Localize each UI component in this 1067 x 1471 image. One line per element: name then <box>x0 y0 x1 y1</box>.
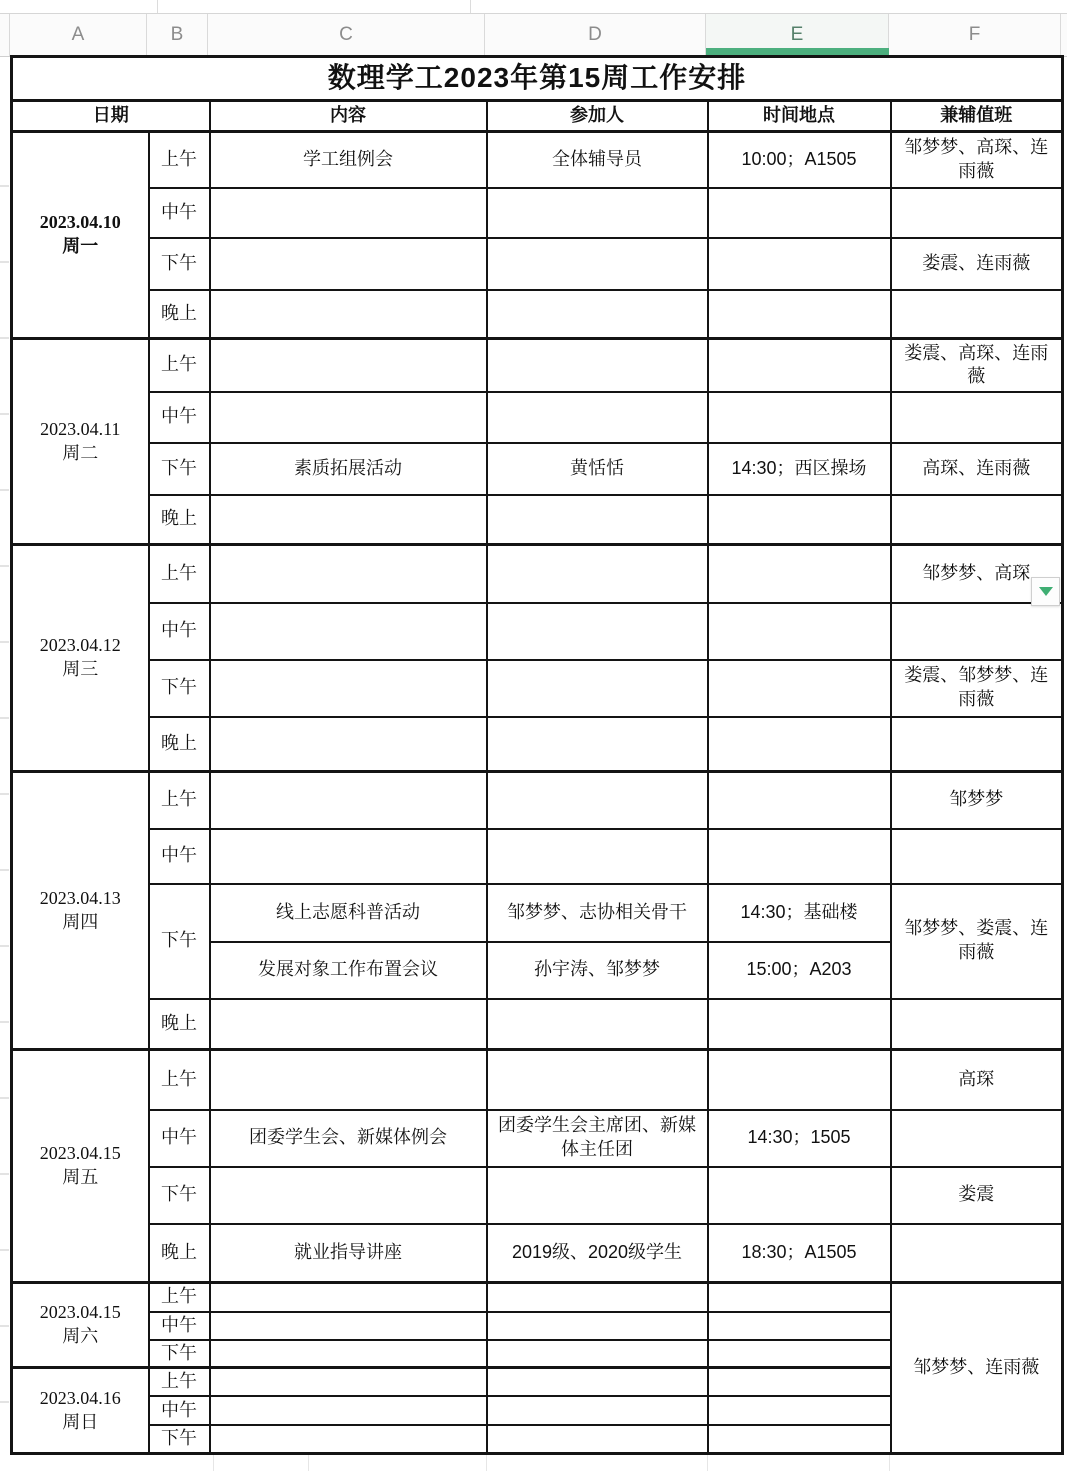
cell-period[interactable]: 下午 <box>149 238 210 290</box>
cell-time-place[interactable] <box>708 545 891 603</box>
gridline <box>707 1452 708 1471</box>
cell-participants[interactable] <box>487 1050 708 1110</box>
gridline <box>470 0 471 13</box>
cell-time-place[interactable] <box>708 1340 891 1368</box>
cell-duty[interactable]: 娄震 <box>891 1167 1063 1224</box>
table-row <box>12 999 1063 1050</box>
column-header-a[interactable]: A <box>10 14 147 56</box>
cell-participants[interactable]: 全体辅导员 <box>487 132 708 188</box>
cell-time-place[interactable] <box>708 1050 891 1110</box>
header-date[interactable]: 日期 <box>12 101 210 132</box>
table-row <box>12 1167 1063 1224</box>
cell-participants[interactable] <box>487 188 708 238</box>
cell-period[interactable]: 上午 <box>149 132 210 188</box>
cell-period[interactable]: 下午 <box>149 1340 210 1368</box>
cell-participants[interactable]: 2019级、2020级学生 <box>487 1224 708 1283</box>
cell-participants[interactable]: 孙宇涛、邹梦梦 <box>487 942 708 999</box>
header-content[interactable]: 内容 <box>210 101 487 132</box>
cell-content[interactable] <box>210 660 487 717</box>
cell-participants[interactable] <box>487 339 708 392</box>
table-row <box>12 392 1063 443</box>
cell-participants[interactable] <box>487 1368 708 1396</box>
cell-duty[interactable]: 邹梦梦、高琛 <box>891 545 1063 603</box>
cell-content[interactable] <box>210 717 487 772</box>
cell-period[interactable]: 下午 <box>149 884 210 999</box>
cell-time-place[interactable] <box>708 339 891 392</box>
cell-duty[interactable]: 娄震、邹梦梦、连雨薇 <box>891 660 1063 717</box>
cell-time-place[interactable]: 14:30；西区操场 <box>708 443 891 495</box>
header-time-place[interactable]: 时间地点 <box>708 101 891 132</box>
cell-duty[interactable]: 娄震、高琛、连雨薇 <box>891 339 1063 392</box>
column-header-f[interactable]: F <box>889 14 1061 56</box>
weekday-text: 周四 <box>62 911 99 932</box>
cell-period[interactable]: 上午 <box>149 772 210 829</box>
gridline <box>486 1452 487 1471</box>
cell-time-place[interactable] <box>708 829 891 884</box>
cell-period[interactable]: 上午 <box>149 1283 210 1312</box>
table-row <box>12 603 1063 660</box>
cell-duty[interactable] <box>891 999 1063 1050</box>
cell-date[interactable] <box>12 1283 149 1368</box>
cell-period[interactable]: 晚上 <box>149 290 210 339</box>
cell-time-place[interactable] <box>708 1167 891 1224</box>
selected-column-indicator <box>706 48 889 55</box>
weekday-text: 周五 <box>62 1167 99 1187</box>
cell-date[interactable] <box>12 772 149 1050</box>
gridline <box>213 1452 214 1471</box>
cell-period[interactable]: 中午 <box>149 188 210 238</box>
cell-participants[interactable] <box>487 290 708 339</box>
cell-duty[interactable] <box>891 603 1063 660</box>
cell-participants[interactable] <box>487 495 708 545</box>
date-text: 2023.04.13 <box>39 887 121 908</box>
cell-participants[interactable] <box>487 1167 708 1224</box>
date-text: 2023.04.15 <box>39 1302 121 1323</box>
cell-content[interactable]: 线上志愿科普活动 <box>210 884 487 942</box>
cell-time-place[interactable] <box>708 290 891 339</box>
cell-content[interactable] <box>210 999 487 1050</box>
cell-duty[interactable] <box>891 392 1063 443</box>
schedule-table <box>10 55 1064 1455</box>
cell-content[interactable] <box>210 495 487 545</box>
table-row <box>12 884 1063 942</box>
cell-participants[interactable] <box>487 1283 708 1312</box>
header-participants[interactable]: 参加人 <box>487 101 708 132</box>
cell-date[interactable] <box>12 339 149 545</box>
cell-duty[interactable] <box>891 1224 1063 1283</box>
cell-time-place[interactable] <box>708 1312 891 1340</box>
cell-time-place[interactable] <box>708 1396 891 1425</box>
cell-time-place[interactable] <box>708 392 891 443</box>
chevron-down-icon <box>1039 587 1053 596</box>
column-header-d[interactable]: D <box>485 14 706 56</box>
sheet-top-strip <box>0 0 1067 13</box>
table-row <box>12 238 1063 290</box>
table-row <box>12 132 1063 188</box>
cell-content[interactable] <box>210 772 487 829</box>
cell-participants[interactable] <box>487 1425 708 1453</box>
table-row <box>12 1110 1063 1167</box>
cell-dropdown-button[interactable] <box>1031 577 1060 606</box>
table-row <box>12 545 1063 603</box>
cell-content[interactable] <box>210 1396 487 1425</box>
cell-duty[interactable]: 邹梦梦、高琛、连雨薇 <box>891 132 1063 188</box>
weekday-text: 周日 <box>62 1411 99 1432</box>
cell-content[interactable]: 学工组例会 <box>210 132 487 188</box>
cell-time-place[interactable] <box>708 1368 891 1396</box>
row-header-sliver <box>0 14 10 56</box>
table-row <box>12 495 1063 545</box>
cell-content[interactable] <box>210 188 487 238</box>
weekday-text: 周三 <box>62 659 99 679</box>
cell-participants[interactable]: 黄恬恬 <box>487 443 708 495</box>
cell-content[interactable]: 团委学生会、新媒体例会 <box>210 1110 487 1167</box>
cell-content[interactable] <box>210 1050 487 1110</box>
cell-period[interactable]: 晚上 <box>149 717 210 772</box>
cell-participants[interactable] <box>487 392 708 443</box>
cell-participants[interactable] <box>487 660 708 717</box>
cell-period[interactable]: 中午 <box>149 1396 210 1425</box>
cell-content[interactable] <box>210 1340 487 1368</box>
cell-duty[interactable] <box>891 717 1063 772</box>
cell-time-place[interactable] <box>708 238 891 290</box>
cell-participants[interactable] <box>487 999 708 1050</box>
cell-participants[interactable] <box>487 772 708 829</box>
table-row <box>12 339 1063 392</box>
weekday-text: 周六 <box>62 1326 99 1347</box>
cell-participants[interactable] <box>487 545 708 603</box>
cell-time-place[interactable] <box>708 660 891 717</box>
weekday-text: 周二 <box>62 442 99 463</box>
cell-period[interactable]: 晚上 <box>149 1224 210 1283</box>
cell-content[interactable] <box>210 829 487 884</box>
cell-content[interactable] <box>210 1167 487 1224</box>
column-header-e[interactable]: E <box>706 14 889 56</box>
header-duty[interactable]: 兼辅值班 <box>891 101 1063 132</box>
cell-time-place[interactable] <box>708 717 891 772</box>
weekday-text: 周一 <box>62 236 99 256</box>
gridline <box>157 0 158 13</box>
cell-content[interactable] <box>210 603 487 660</box>
cell-duty[interactable]: 娄震、连雨薇 <box>891 238 1063 290</box>
cell-time-place[interactable]: 10:00；A1505 <box>708 132 891 188</box>
cell-date[interactable] <box>12 132 149 339</box>
gridline <box>308 1452 309 1471</box>
cell-time-place[interactable]: 14:30；1505 <box>708 1110 891 1167</box>
cell-content[interactable] <box>210 1425 487 1453</box>
cell-duty[interactable] <box>891 495 1063 545</box>
cell-period[interactable]: 中午 <box>149 392 210 443</box>
cell-period[interactable]: 上午 <box>149 1050 210 1110</box>
table-row <box>12 829 1063 884</box>
cell-period[interactable]: 晚上 <box>149 495 210 545</box>
column-header-bar <box>0 13 1067 57</box>
column-header-c[interactable]: C <box>208 14 485 56</box>
cell-time-place[interactable] <box>708 1425 891 1453</box>
cell-period[interactable]: 中午 <box>149 829 210 884</box>
column-header-b[interactable]: B <box>147 14 208 56</box>
cell-content[interactable]: 发展对象工作布置会议 <box>210 942 487 999</box>
page-title[interactable]: 数理学工2023年第15周工作安排 <box>12 57 1063 101</box>
cell-duty[interactable]: 高琛、连雨薇 <box>891 443 1063 495</box>
date-text: 2023.04.11 <box>40 418 121 439</box>
table-row <box>12 57 1063 101</box>
cell-duty[interactable] <box>891 1110 1063 1167</box>
cell-content[interactable] <box>210 339 487 392</box>
cell-period[interactable]: 下午 <box>149 660 210 717</box>
cell-time-place[interactable]: 18:30；A1505 <box>708 1224 891 1283</box>
cell-date[interactable] <box>12 545 149 772</box>
table-row <box>12 101 1063 132</box>
cell-participants[interactable] <box>487 829 708 884</box>
date-text: 2023.04.15 <box>39 1143 121 1164</box>
cell-time-place[interactable] <box>708 188 891 238</box>
cell-time-place[interactable] <box>708 495 891 545</box>
cell-time-place[interactable] <box>708 603 891 660</box>
cell-duty[interactable]: 邹梦梦 <box>891 772 1063 829</box>
table-row <box>12 1224 1063 1283</box>
cell-time-place[interactable]: 15:00；A203 <box>708 942 891 999</box>
table-row <box>12 443 1063 495</box>
cell-content[interactable] <box>210 238 487 290</box>
cell-period[interactable]: 上午 <box>149 545 210 603</box>
cell-period[interactable]: 下午 <box>149 443 210 495</box>
table-row <box>12 188 1063 238</box>
cell-content[interactable] <box>210 1368 487 1396</box>
table-row <box>12 717 1063 772</box>
table-row <box>12 660 1063 717</box>
cell-content[interactable]: 就业指导讲座 <box>210 1224 487 1283</box>
cell-participants[interactable] <box>487 1340 708 1368</box>
date-text: 2023.04.16 <box>39 1387 121 1408</box>
cell-participants[interactable] <box>487 238 708 290</box>
cell-period[interactable]: 上午 <box>149 1368 210 1396</box>
cell-duty[interactable] <box>891 829 1063 884</box>
left-margin-gridlines <box>0 111 9 1451</box>
cell-content[interactable] <box>210 545 487 603</box>
cell-period[interactable]: 下午 <box>149 1167 210 1224</box>
cell-period[interactable]: 晚上 <box>149 999 210 1050</box>
cell-participants[interactable] <box>487 717 708 772</box>
gridline <box>889 1452 890 1471</box>
cell-period[interactable]: 中午 <box>149 1312 210 1340</box>
cell-duty[interactable] <box>891 290 1063 339</box>
cell-participants[interactable] <box>487 1396 708 1425</box>
date-text: 2023.04.10 <box>39 212 121 233</box>
cell-time-place[interactable] <box>708 772 891 829</box>
cell-period[interactable]: 中午 <box>149 1110 210 1167</box>
cell-content[interactable] <box>210 1283 487 1312</box>
cell-participants[interactable]: 团委学生会主席团、新媒体主任团 <box>487 1110 708 1167</box>
cell-participants[interactable] <box>487 1312 708 1340</box>
date-text: 2023.04.12 <box>39 635 121 656</box>
cell-content[interactable] <box>210 1312 487 1340</box>
cell-time-place[interactable] <box>708 999 891 1050</box>
cell-period[interactable]: 中午 <box>149 603 210 660</box>
cell-period[interactable]: 上午 <box>149 339 210 392</box>
cell-duty[interactable] <box>891 188 1063 238</box>
cell-date[interactable] <box>12 1050 149 1283</box>
cell-duty[interactable]: 高琛 <box>891 1050 1063 1110</box>
cell-content[interactable] <box>210 392 487 443</box>
cell-time-place[interactable] <box>708 1283 891 1312</box>
cell-date[interactable] <box>12 1368 149 1454</box>
cell-duty[interactable]: 邹梦梦、连雨薇 <box>891 1283 1063 1454</box>
table-row <box>12 1283 1063 1312</box>
cell-duty[interactable]: 邹梦梦、娄震、连雨薇 <box>891 884 1063 999</box>
cell-period[interactable]: 下午 <box>149 1425 210 1453</box>
cell-participants[interactable]: 邹梦梦、志协相关骨干 <box>487 884 708 942</box>
table-row <box>12 1050 1063 1110</box>
cell-content[interactable]: 素质拓展活动 <box>210 443 487 495</box>
cell-time-place[interactable]: 14:30；基础楼 <box>708 884 891 942</box>
table-row <box>12 772 1063 829</box>
table-row <box>12 290 1063 339</box>
cell-participants[interactable] <box>487 603 708 660</box>
cell-content[interactable] <box>210 290 487 339</box>
